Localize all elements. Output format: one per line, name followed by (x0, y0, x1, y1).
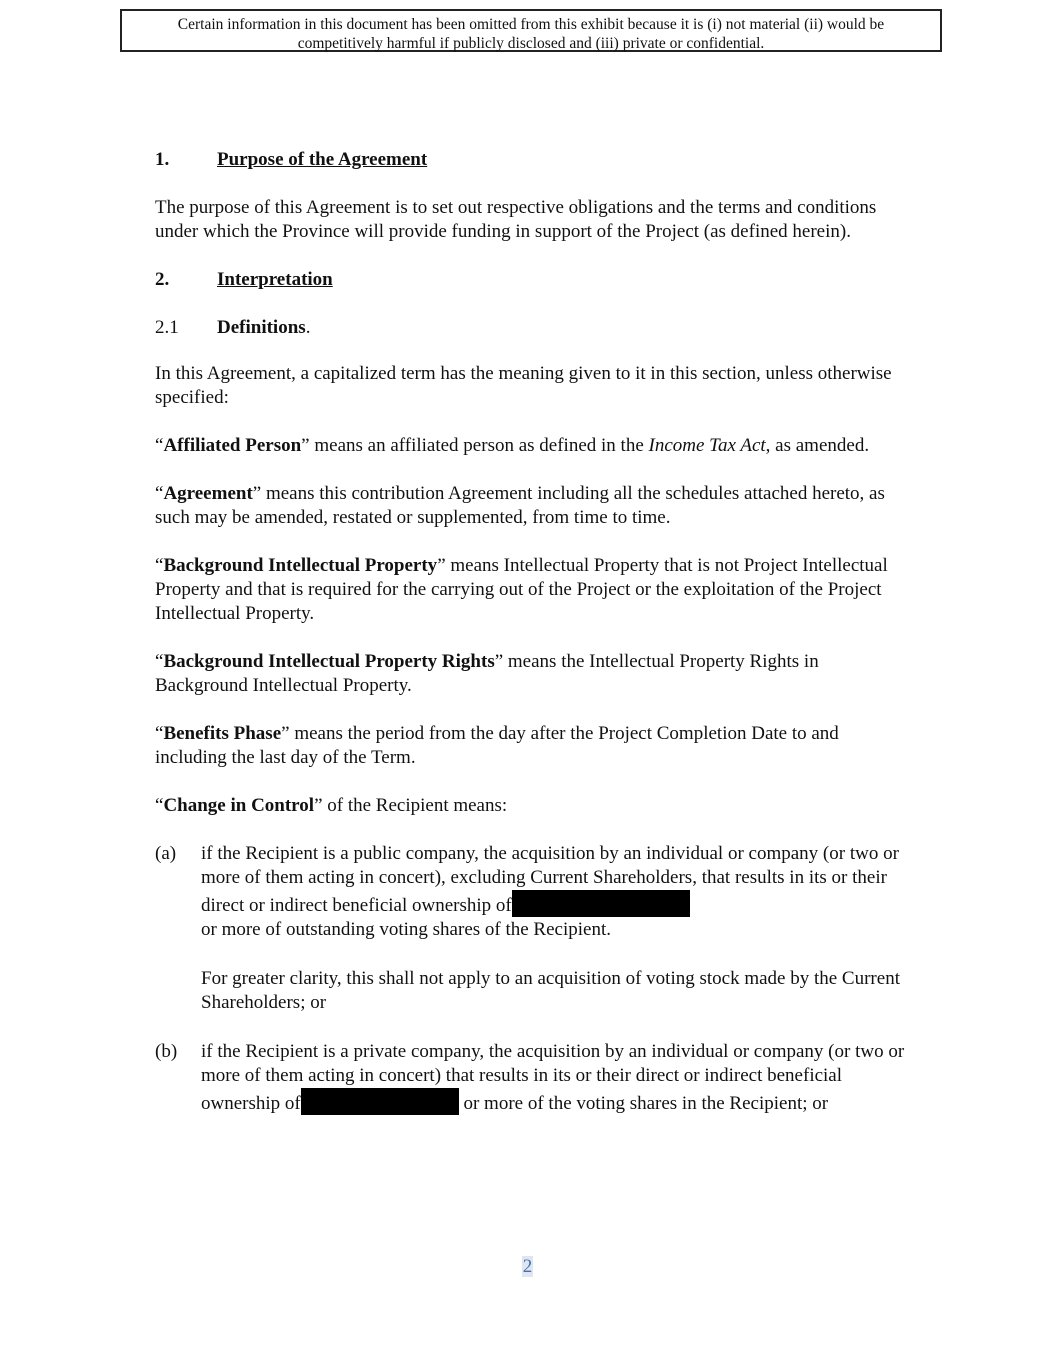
definition-background-ip: “Background Intellectual Property” means Intellectual Property that is not Project Intellectual Property and that is required for the carrying out of the Project or the exploitation of the Project Intellectual Property. (155, 555, 888, 624)
notice-line-1: Certain information in this document has been omitted from this exhibit because it is (i) not material (ii) would be (177, 16, 885, 33)
section-title: Purpose of the Agreement (217, 149, 428, 170)
item-text: or more of the voting shares in the Recipient; or (458, 1093, 829, 1114)
page-number (0, 1256, 1055, 1278)
list-item-a (155, 842, 915, 1015)
notice-line-2: competitively harmful if publicly disclosed and (iii) private or confidential. (297, 35, 765, 52)
list-item-b (155, 1040, 915, 1116)
definition-text: means the Intellectual Property Rights in Background Intellectual Property. (155, 651, 819, 696)
defined-term: Benefits Phase (163, 723, 282, 744)
document-body (155, 148, 915, 1116)
defined-term: Change in Control (163, 795, 315, 816)
item-label: (a) (155, 843, 177, 864)
definition-benefits-phase: “Benefits Phase” means the period from the day after the Project Completion Date to and including the last day of the Term. (155, 723, 839, 768)
section-2-heading (155, 268, 915, 292)
item-label: (b) (155, 1041, 178, 1062)
subsection-title: Definitions (217, 317, 306, 338)
item-text: if the Recipient is a public company, the acquisition by an individual or company (or two or more of them acting in concert), excluding Current Shareholders, that results in its or their direct or indirect beneficial ownership of (201, 843, 899, 916)
defined-term: Background Intellectual Property (163, 555, 438, 576)
definition-agreement: “Agreement” means this contribution Agreement including all the schedules attached hereto, as such may be amended, restated or supplemented, from time to time. (155, 483, 885, 528)
defined-term: Affiliated Person (163, 435, 302, 456)
definition-affiliated-person: “Affiliated Person” means an affiliated person as defined in the Income Tax Act, as amended. (155, 435, 870, 456)
item-b-text (201, 1040, 915, 1116)
definition-text: means an affiliated person as defined in the (309, 435, 649, 456)
statute-reference: Income Tax Act (648, 435, 766, 456)
definition-text: means Intellectual Property that is not Project Intellectual Property and that is required for the carrying out of the Project or the exploitation of the Project Intellectual Property. (155, 555, 888, 624)
definition-change-in-control: “Change in Control” of the Recipient means: (155, 795, 508, 816)
redaction-box (512, 890, 690, 917)
subsection-title-suffix: . (305, 317, 311, 338)
section-1-body: The purpose of this Agreement is to set out respective obligations and the terms and conditions under which the Province will provide funding in support of the Project (as defined herein). (155, 197, 877, 242)
definition-background-ip-rights: “Background Intellectual Property Rights” means the Intellectual Property Rights in Background Intellectual Property. (155, 651, 819, 696)
defined-term: Agreement (163, 483, 253, 504)
item-text: if the Recipient is a private company, the acquisition by an individual or company (or two or more of them acting in concert) that results in its or their direct or indirect beneficial ownership of (201, 1041, 905, 1114)
confidentiality-notice (120, 9, 942, 52)
page-number-value: 2 (522, 1256, 533, 1277)
redaction-box (301, 1088, 459, 1115)
definition-text: , as amended. (765, 435, 870, 456)
subsection-number: 2.1 (155, 317, 179, 338)
definition-text: means the period from the day after the Project Completion Date to and including the last day of the Term. (155, 723, 839, 768)
item-a-text (201, 842, 915, 942)
item-text: or more of outstanding voting shares of the Recipient. (201, 919, 611, 940)
definitions-intro: In this Agreement, a capitalized term has the meaning given to it in this section, unless otherwise specified: (155, 363, 892, 408)
section-number: 1. (155, 149, 170, 170)
subsection-2-1-heading (155, 316, 915, 340)
section-number: 2. (155, 269, 170, 290)
definition-text: of the Recipient means: (322, 795, 508, 816)
definition-text: means this contribution Agreement including all the schedules attached hereto, as such may be amended, restated or supplemented, from time to time. (155, 483, 885, 528)
section-title: Interpretation (217, 269, 333, 290)
item-a-clarity: For greater clarity, this shall not apply to an acquisition of voting stock made by the Current Shareholders; or (201, 968, 900, 1013)
defined-term: Background Intellectual Property Rights (163, 651, 495, 672)
section-1-heading (155, 148, 915, 172)
